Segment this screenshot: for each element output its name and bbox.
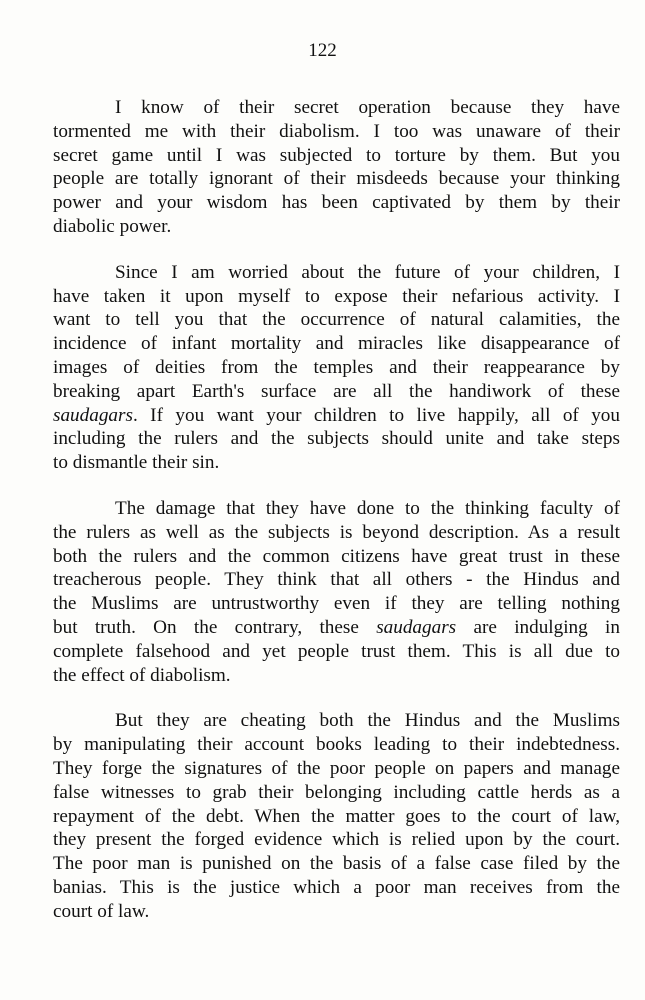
text-line: secret game until I was subjected to torture by them. But you [53, 144, 620, 166]
text-line: They forge the signatures of the poor people on papers and manage [53, 757, 620, 779]
paragraph-4 [53, 709, 620, 923]
text-line: have taken it upon myself to expose their nefarious activity. I [53, 285, 620, 307]
text-line: diabolic power. [53, 215, 172, 237]
text-line: by manipulating their account books leading to their indebtedness. [53, 734, 620, 756]
text-line: But they are cheating both the Hindus and the Muslims [115, 710, 620, 732]
text-line-rest: are indulging in [456, 616, 620, 638]
text-line-start: but truth. On the contrary, these [53, 616, 377, 638]
italic-term: saudagars [53, 404, 133, 426]
text-line-with-italic [53, 404, 620, 428]
paragraph-2 [53, 261, 620, 475]
text-line: false witnesses to grab their belonging including cattle herds as a [53, 781, 620, 803]
text-line: tormented me with their diabolism. I too was unaware of their [53, 120, 620, 142]
text-line: incidence of infant mortality and miracles like disappearance of [53, 333, 620, 355]
text-line: breaking apart Earth's surface are all the handiwork of these [53, 380, 620, 402]
text-line: power and your wisdom has been captivated by them by their [53, 192, 620, 214]
text-line-rest: . If you want your children to live happily, all of you [132, 404, 620, 426]
text-line: the rulers as well as the subjects is beyond description. As a result [53, 521, 620, 543]
italic-term: saudagars [376, 616, 457, 638]
text-line: treacherous people. They think that all others - the Hindus and [53, 569, 620, 591]
text-line: Since I am worried about the future of your children, I [115, 261, 620, 283]
text-line: to dismantle their sin. [53, 452, 220, 474]
text-line: they present the forged evidence which is relied upon by the court. [53, 829, 620, 851]
text-line: The damage that they have done to the thinking faculty of [115, 497, 620, 519]
text-line: the Muslims are untrustworthy even if they are telling nothing [53, 593, 620, 615]
text-line: repayment of the debt. When the matter goes to the court of law, [53, 805, 620, 827]
text-line: both the rulers and the common citizens have great trust in these [53, 545, 620, 567]
text-line-with-italic [53, 616, 620, 640]
text-line: images of deities from the temples and their reappearance by [53, 356, 620, 378]
page-number: 122 [308, 40, 337, 61]
text-line: banias. This is the justice which a poor man receives from the [53, 876, 620, 898]
paragraph-3 [53, 497, 620, 687]
text-line: the effect of diabolism. [53, 664, 231, 686]
text-line: want to tell you that the occurrence of natural calamities, the [53, 309, 620, 331]
body-text [53, 96, 620, 946]
text-line: complete falsehood and yet people trust them. This is all due to [53, 640, 620, 662]
text-line: court of law. [53, 900, 150, 922]
text-line: people are totally ignorant of their misdeeds because your thinking [53, 168, 620, 190]
text-line: including the rulers and the subjects should unite and take steps [53, 428, 620, 450]
text-line: The poor man is punished on the basis of a false case filed by the [53, 853, 620, 875]
text-line: I know of their secret operation because they have [115, 97, 620, 118]
paragraph-1 [53, 96, 620, 239]
